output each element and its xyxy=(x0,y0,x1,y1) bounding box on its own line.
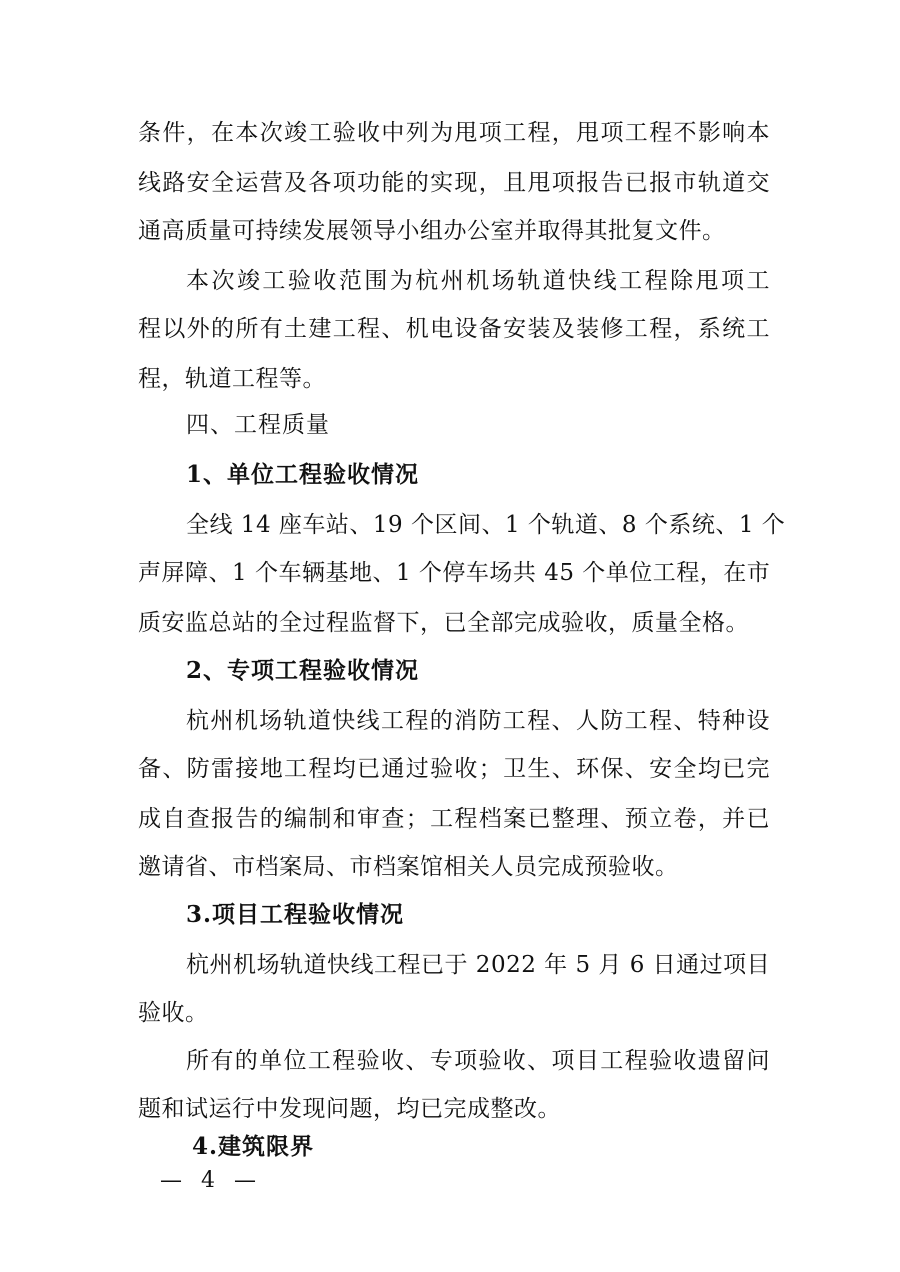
paragraph-line: 条件，在本次竣工验收中列为甩项工程，甩项工程不影响本 xyxy=(138,120,770,146)
page-number: — 4 — xyxy=(160,1168,262,1193)
subsection-heading: 1、单位工程验收情况 xyxy=(186,461,420,488)
paragraph-line: 本次竣工验收范围为杭州机场轨道快线工程除甩项工 xyxy=(186,268,770,294)
paragraph-line: 杭州机场轨道快线工程的消防工程、人防工程、特种设 xyxy=(186,708,770,734)
paragraph-line: 备、防雷接地工程均已通过验收；卫生、环保、安全均已完 xyxy=(138,756,770,782)
paragraph-line: 通高质量可持续发展领导小组办公室并取得其批复文件。 xyxy=(138,218,726,244)
section-heading: 四、工程质量 xyxy=(186,412,330,438)
paragraph-line: 杭州机场轨道快线工程已于 2022 年 5 月 6 日通过项目 xyxy=(186,952,771,978)
paragraph-line: 程以外的所有土建工程、机电设备安装及装修工程，系统工 xyxy=(138,316,770,342)
subsection-heading: 2、专项工程验收情况 xyxy=(186,657,420,684)
paragraph-line: 邀请省、市档案局、市档案馆相关人员完成预验收。 xyxy=(138,854,679,880)
paragraph-line: 质安监总站的全过程监督下，已全部完成验收，质量全格。 xyxy=(138,610,749,636)
paragraph-line: 题和试运行中发现问题，均已完成整改。 xyxy=(138,1096,561,1122)
subsection-heading: 4.建筑限界 xyxy=(192,1133,315,1160)
paragraph-line: 验收。 xyxy=(138,1000,209,1026)
paragraph-line: 全线 14 座车站、19 个区间、1 个轨道、8 个系统、1 个 xyxy=(186,512,786,538)
paragraph-line: 成自查报告的编制和审查；工程档案已整理、预立卷，并已 xyxy=(138,806,770,832)
paragraph-line: 所有的单位工程验收、专项验收、项目工程验收遗留问 xyxy=(186,1048,770,1074)
paragraph-line: 线路安全运营及各项功能的实现，且甩项报告已报市轨道交 xyxy=(138,170,770,196)
paragraph-line: 程，轨道工程等。 xyxy=(138,366,326,392)
paragraph-line: 声屏障、1 个车辆基地、1 个停车场共 45 个单位工程，在市 xyxy=(138,560,771,586)
subsection-heading: 3.项目工程验收情况 xyxy=(186,901,405,928)
